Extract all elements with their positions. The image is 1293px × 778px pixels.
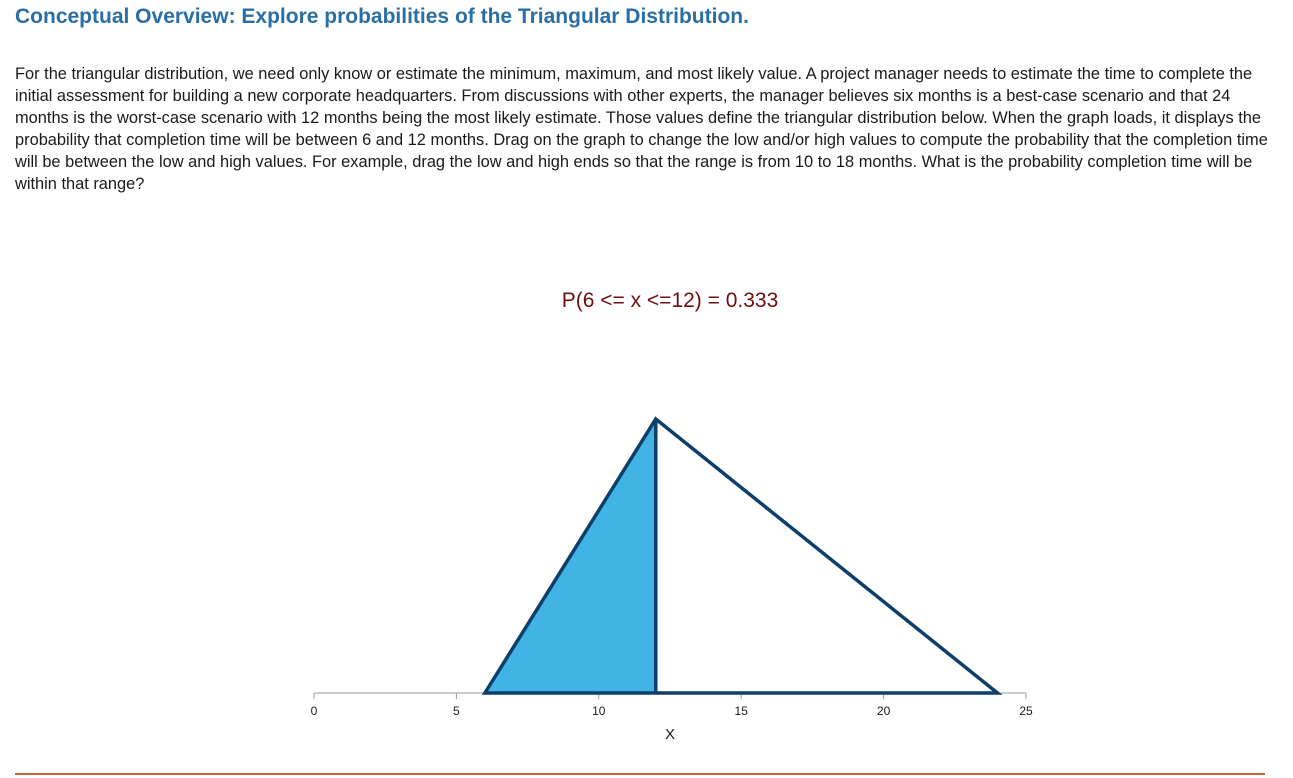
x-axis-label: X <box>664 726 676 743</box>
x-tick-label: 25 <box>1019 704 1033 718</box>
page-title: Conceptual Overview: Explore probabilities of the Triangular Distribution. <box>15 5 749 28</box>
x-tick-label: 15 <box>734 704 748 718</box>
intro-paragraph: For the triangular distribution, we need only know or estimate the minimum, maximum, and most likely value. A project manager needs to estimate the time to complete the initial assessment for building a new corporate headquarters. From discussions with other experts, the manager believes six months is a best-case scenario and that 24 months is the worst-case scenario with 12 months being the most likely estimate. Those values define the triangular distribution below. When the graph loads, it displays the probability that completion time will be between 6 and 12 months. Drag on the graph to change the low and/or high values to compute the probability that the completion time will be between the low and high values. For example, drag the low and high ends so that the range is from 10 to 18 months. What is the probability completion time will be within that range? <box>15 65 1268 193</box>
x-axis <box>311 693 1033 718</box>
plot-area[interactable] <box>485 419 998 693</box>
x-tick-label: 5 <box>453 704 460 718</box>
x-tick-label: 20 <box>876 704 891 718</box>
bottom-divider <box>15 773 1265 775</box>
x-tick-label: 0 <box>310 704 318 718</box>
x-tick-label: 10 <box>592 704 606 718</box>
probability-label: P(6 <= x <=12) = 0.333 <box>561 289 779 312</box>
